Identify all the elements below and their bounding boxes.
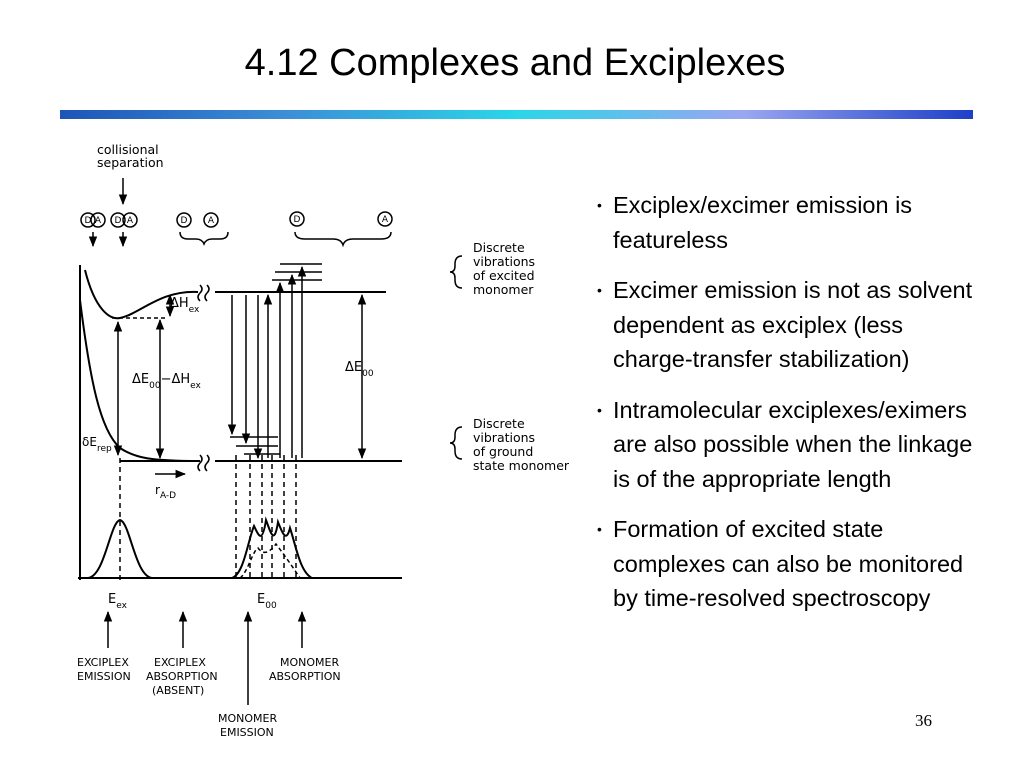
delta-e00-label: ΔE xyxy=(345,360,363,375)
page-number: 36 xyxy=(915,711,932,730)
monomer-emission-2: EMISSION xyxy=(220,726,274,739)
r-ad-label: r xyxy=(155,483,160,497)
e-ex-label: E xyxy=(108,592,117,607)
svg-text:δErep: $\delta E_{rep}$ xyxy=(82,435,112,454)
svg-text:ΔE00−ΔHex: $\Delta E_{00}-\Delta H_{ex}$ xyxy=(132,372,201,391)
discrete-ground-4: state monomer xyxy=(473,458,570,473)
species-a-far: A xyxy=(381,215,389,225)
brace-far-pair xyxy=(295,232,391,245)
bullet-item: • Excimer emission is not as solvent dependent as exciplex (less charge-transfer stabilization) xyxy=(597,273,987,377)
species-d-sep: D xyxy=(180,216,188,226)
excited-state-curve xyxy=(85,270,198,318)
bullet-list xyxy=(597,188,987,632)
svg-text:ΔE00: $\Delta E_{00}$ xyxy=(345,360,374,379)
monomer-absorption-2: ABSORPTION xyxy=(269,670,341,683)
slide-title: 4.12 Complexes and Exciplexes xyxy=(244,42,786,84)
exciplex-emission-1: EXCIPLEX xyxy=(77,656,129,669)
separation-label: separation xyxy=(97,155,164,170)
species-d-far: D xyxy=(293,215,301,225)
title-divider xyxy=(60,110,973,119)
svg-text:E00: $E_{00}$ xyxy=(257,592,277,611)
e-00-label: E xyxy=(257,592,266,607)
discrete-ground-3: of ground xyxy=(473,444,534,459)
species-d-1: D xyxy=(84,216,92,226)
exciplex-energy-diagram xyxy=(0,120,600,745)
bullet-item: • Formation of excited state complexes can also be monitored by time-resolved spectroscopy xyxy=(597,512,987,616)
delta-h-ex-label: ΔH xyxy=(170,296,189,311)
monomer-emission-1: MONOMER xyxy=(218,712,278,725)
brace-separated-pair xyxy=(180,232,228,244)
discrete-excited-1: Discrete xyxy=(473,240,525,255)
species-d-2: D xyxy=(114,216,122,226)
svg-text:rA-D: $r_{A-D}$ xyxy=(155,483,177,501)
discrete-excited-2: vibrations xyxy=(473,254,536,269)
monomer-absorption-1: MONOMER xyxy=(280,656,340,669)
bullet-item: • Intramolecular exciplexes/eximers are also possible when the linkage is of the appropriate length xyxy=(597,393,987,497)
delta-e-rep-label: δE xyxy=(82,435,97,449)
species-a-sep: A xyxy=(207,216,215,226)
delta-e00-minus-label: ΔE xyxy=(132,372,150,387)
species-a-2: A xyxy=(126,216,134,226)
exciplex-absorption-3: (ABSENT) xyxy=(152,684,205,697)
exciplex-emission-2: EMISSION xyxy=(77,670,131,683)
discrete-ground-2: vibrations xyxy=(473,430,536,445)
brace-excited xyxy=(450,256,462,288)
bullet-item: • Exciplex/excimer emission is featureless xyxy=(597,188,987,257)
exciplex-absorption-1: EXCIPLEX xyxy=(154,656,206,669)
species-a-1: A xyxy=(94,216,102,226)
discrete-excited-3: of excited xyxy=(473,268,535,283)
discrete-excited-4: monomer xyxy=(473,282,534,297)
brace-ground xyxy=(450,427,462,459)
svg-text:ΔHex: $\Delta H_{ex}$ xyxy=(170,296,200,315)
svg-text:Eex: $E_{ex}$ xyxy=(108,592,127,611)
discrete-ground-1: Discrete xyxy=(473,416,525,431)
collisional-label: collisional xyxy=(97,142,159,157)
exciplex-absorption-2: ABSORPTION xyxy=(146,670,218,683)
